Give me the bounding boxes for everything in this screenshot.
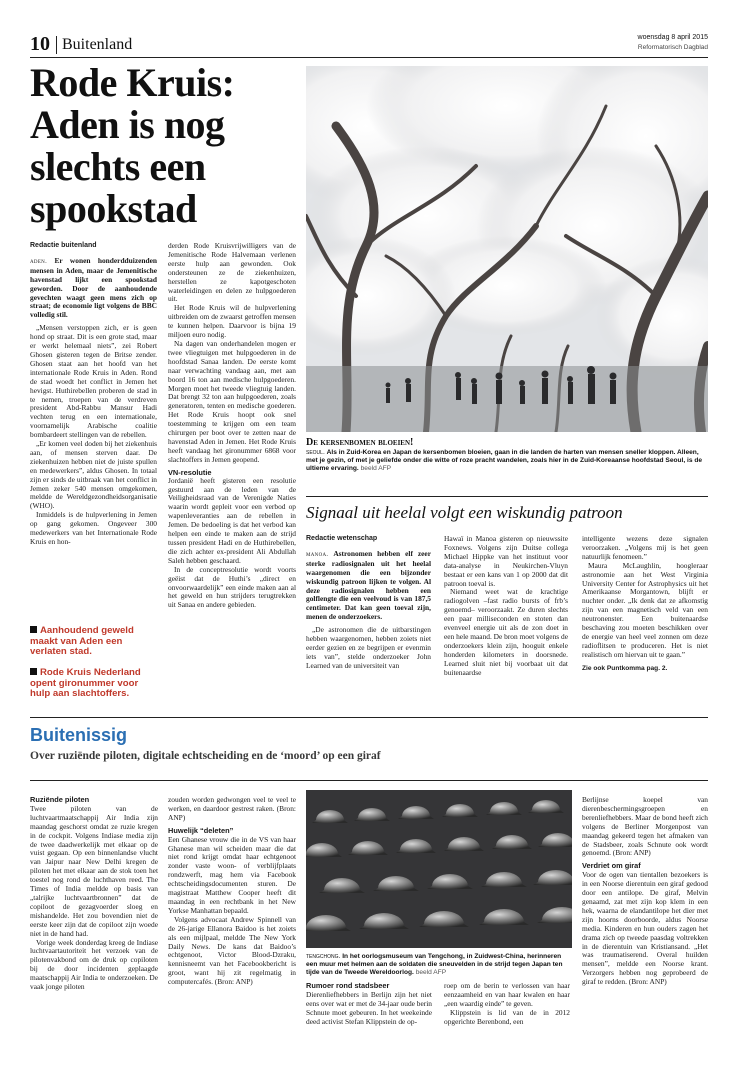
paragraph: Het Rode Kruis wil de hulpverlening uitbreiden om de zwaarst getroffen mensen te kunnen helpen. Daarvoor is bijna 19 miljoen euro nodig.	[168, 303, 296, 340]
photo-blossom-caption	[306, 437, 708, 474]
byline: Redactie buitenland	[30, 242, 97, 249]
main-headline: Rode Kruis: Aden is nog slechts een spookstad	[30, 60, 235, 231]
paragraph: Volgens advocaat Andrew Spinnell van de 26-jarige Ellanora Baidoo is het zoiets als een mijlpaal, meldde The New York Daily News. De kans dat Baidoo’s echtgenoot, Victor Blood-Dzraku, kennisneemt van het Facebookbericht is groot, want hij zit regelmatig in computercafés. (Bron: ANP)	[168, 914, 296, 987]
paragraph: „Er komen veel doden bij het ziekenhuis aan, of mensen sterven daar. De ziekenhuizen hebben niet de juiste spullen en medewerkers”, aldus Ghosen. In totaal zijn er sinds de uitbraak van het conflict in Jemen zeker 540 mensen omgekomen, meldde de Wereldgezondheidsorganisatie (WHO).	[30, 439, 157, 511]
paragraph: Hawaï in Manoa gisteren op nieuwssite Foxnews. Volgens zijn Duitse collega Michael Hippke van het instituut voor data-analyse in Neukirchen-Vluyn bestaat er een kans van 1 op 2000 dat dit patroon toeval is.	[444, 534, 568, 588]
buitenissig-rule-top	[30, 717, 708, 718]
paragraph: In de conceptresolutie wordt voorts geëist dat de Huthi’s „direct en onvoorwaardelijk” een einde maken aan al het geweld en hun strijders terugtrekken uit Sanaa en andere gebieden.	[168, 564, 296, 610]
subhead: VN-resolutie	[168, 467, 212, 477]
paragraph: „Mensen verstoppen zich, er is geen hond op straat. Dit is een grote stad, maar er werkt helemaal niets”, zei Robert Ghosen gisteren tegen de Britse zender. Ghosen staat aan het hoofd van het internationale Rode Kruis in Aden. Rond de stad woedt het conflict in Jemen het hevigst. Huthirebellen proberen de stad in te nemen, troepen van de verdreven president Abd-Rabbu Mansur Hadi vechten terug en een internationale, voornamelijk Arabische coalitie bombardeert stellingen van de rebellen.	[30, 323, 157, 440]
buitenissig-subtitle: Over ruziënde piloten, digitale echtscheiding en de ‘moord’ op een giraf	[30, 750, 381, 762]
story-heading: Rumoer rond stadsbeer	[306, 981, 390, 990]
pull-quote: Aanhoudend geweld maakt van Aden een verlaten stad.	[30, 625, 134, 657]
signal-rule-top	[306, 496, 708, 497]
see-also-note: Zie ook Puntkomma pag. 2.	[582, 664, 668, 672]
paragraph: Na dagen van onderhandelen mogen er twee vliegtuigen met hulpgoederen in de hoofdstad Sanaa landen. De eerste komt naar verwachting vandaag aan, met aan boord 16 ton aan medische hulpgoederen. Morgen moet het tweede vliegtuig landen. Dat brengt 32 ton aan hulpgoederen, zoals generatoren, tenten en medische goederen. Het Rode Kruis hoopt ook snel toestemming te krijgen om een team chirurgen per boot over te zetten naar de havenstad Aden in Jemen. Het Rode Kruis heeft vandaag het gironummer 6868 voor slachtoffers in Jemen geopend.	[168, 338, 296, 464]
paragraph: Twee piloten van de luchtvaartmaatschappij Air India zijn maandag geschorst omdat ze ruzie kregen in de cockpit. Volgens Indiase media zijn de twee daadwerkelijk met elkaar op de vuist gegaan. Op een binnenlandse vlucht van Jaipur naar New Delhi kregen de piloten het met elkaar aan de stok toen het toestel nog rond de luchthaven reed. The Times of India meldde op basis van „talrijke luchtvaartbronnen” dat de copiloot de gezagvoerder sloeg en mishandelde. Het zou bovendien niet de eerste keer zijn dat de copiloot zijn woede niet in de hand had.	[30, 803, 158, 938]
paragraph: Voor de ogen van tientallen bezoekers is in een Noorse dierentuin een giraf gedood door een antilope. De giraf, Melvin genaamd, zat met zijn kop klem in een hek, waarna de elandantilope het dier met zijn hoorns doorboorde, aldus Noorse media. Kinderen en hun ouders zagen het drama zich op tweede paasdag voltrekken in de dierentuin van Kristiansand. „Het was traumatiserend. Overal huilden mensen”, meldde een Noorse krant. Verzorgers hebben nog geprobeerd de giraf te redden. (Bron: ANP)	[582, 870, 708, 987]
buitenissig-col4	[444, 982, 570, 1027]
paragraph: Berlijnse koepel van dierenbeschermingsgroepen en berenliefhebbers. Maar de bond heeft zich volgens de Berliner Morgenpost van maandag gekeerd tegen het afmaken van de Stadsbeer, zoals Schnute ook wordt genoemd. (Bron: ANP)	[582, 795, 708, 858]
paragraph: Vorige week donderdag kreeg de Indiase luchtvaartautoriteit het verzoek van de pilotenvakbond om de druk op copiloten bij de door incidenten geplaagde maatschappij Air India te onderzoeken. De vaak jonge piloten	[30, 937, 158, 992]
paragraph: Maura McLaughlin, hoogleraar astronomie aan het West Virginia University Center for Astrophysics uit het Amerikaanse Morgantown, blijft er nuchter onder. „Ik denk dat ze afkomstig zijn van een magnetisch veld van een neutronenster. Een buitenaardse beschaving zou moeten beschikken over de energie van heel veel zonnen om deze radioflitsen te produceren. Het is niet realistisch om hiervan uit te gaan.”	[582, 560, 708, 659]
signal-headline: Signaal uit heelal volgt een wiskundig patroon	[306, 503, 623, 522]
photo-helmet-caption	[306, 953, 572, 978]
header-paper: Reformatorisch Dagblad	[637, 44, 708, 51]
square-bullet-icon	[30, 626, 37, 633]
lead: Astronomen hebben elf zeer sterke radiosignalen uit het heelal waargenomen die een bijzonder wiskundig patroon lijken te volgen. Al deze radiosignalen hebben een golflengte die een veelvoud is van 187,5 centimeter. Dat kan geen toeval zijn, menen de onderzoekers.	[306, 548, 431, 622]
helmets-illustration	[306, 790, 572, 948]
paragraph: Niemand weet wat de krachtige radiogolven –fast radio bursts of frb’s genoemd– veroorzaakt. Ze duren slechts een paar milliseconden en stoten dan evenveel energie uit als de zon doet in een hele maand. De bron moet volgens de onderzoekers klein zijn, hooguit enkele honderden kilometers in doorsnede. Learned sluit niet bij voorbaat uit dat buitenaardse	[444, 587, 568, 677]
buitenissig-col1	[30, 796, 158, 992]
paragraph: Een Ghanese vrouw die in de VS van haar Ghanese man wil scheiden maar die dat niet rond krijgt omdat haar echtgenoot zonder vaste woon- of verblijfplaats rondzwerft, mag hem via Facebook echtscheidingsdocumenten sturen. De magistraat Matthew Cooper heeft dit maandag in een rechtbank in het New Yorkse Manhattan bepaald.	[168, 834, 296, 915]
paragraph: zouden worden gedwongen veel te veel te werken, en daardoor gestrest raken. (Bron: ANP)	[168, 795, 296, 822]
photo-dateline: tengchong.	[306, 953, 341, 960]
section-title: Buitenland	[62, 36, 133, 53]
main-article-col2	[168, 242, 296, 610]
paragraph: derden Rode Kruisvrijwilligers van de Jemenitische Rode Halvemaan verlenen eerste hulp aan gewonden. Ook ondersteunen ze de ziekenhuizen, herstellen ze kapotgeschoten waterleidingen en delen ze hulpgoederen uit.	[168, 241, 296, 304]
dateline: manoa.	[306, 550, 329, 558]
photo-caption-text: Als in Zuid-Korea en Japan de kersenbomen bloeien, gaan in die landen de harten van mensen sneller kloppen. Alleen, met je gezin, of met je geliefde onder die witte of roze pracht wandelen, zoals hier in de Zuid-Koreaanse hoofdstad Seoul, is de ultieme ervaring.	[306, 449, 703, 473]
photo-credit: beeld AFP	[415, 969, 447, 977]
page-number: 10	[30, 33, 50, 55]
square-bullet-icon	[30, 668, 37, 675]
story-heading: Huwelijk “deleten”	[168, 825, 234, 835]
buitenissig-rule-sub	[30, 780, 708, 781]
blossom-illustration	[306, 66, 708, 432]
signal-col2	[444, 535, 568, 678]
paragraph: Inmiddels is de hulpverlening in Jemen op gang gekomen. Ongeveer 300 medewerkers van het Internationale Rode Kruis en hon-	[30, 510, 157, 546]
paragraph: Jordanië heeft gisteren een resolutie gestuurd aan de leden van de Veiligheidsraad van de Verenigde Naties waarin wordt gepleit voor een verbod op wapenleveranties aan de rebellen in Jemen. De bedoeling is dat het verbod kan helpen een einde te maken aan de strijd tussen president Hadi en de Huthirebellen, die zich achter ex-president Ali Abdullah Saleh hebben geschaard.	[168, 475, 296, 565]
main-article-col1	[30, 242, 157, 547]
header-rule	[30, 57, 708, 58]
photo-caption-text: In het oorlogsmuseum van Tengchong, in Zuidwest-China, herinneren een muur met helmen aan de soldaten die sneuvelden in de strijd tegen Japan ten tijde van de Tweede Wereldoorlog.	[306, 953, 563, 977]
photo-cherry-blossoms	[306, 66, 708, 432]
buitenissig-col2	[168, 796, 296, 987]
header-date: woensdag 8 april 2015	[637, 34, 708, 41]
photo-credit: beeld AFP	[360, 465, 392, 473]
buitenissig-title: Buitenissig	[30, 725, 128, 745]
photo-blossom-title: De kersenbomen bloeien!	[306, 437, 414, 448]
byline: Redactie wetenschap	[306, 535, 378, 542]
lead: Er wonen honderdduizenden mensen in Aden, maar de Jemenitische havenstad lijkt een spookstad geworden. Door de aanhoudende gevechten waagt geen mens zich op straat; de economie ligt volgens de BBC volledig stil.	[30, 255, 157, 320]
dateline: aden.	[30, 257, 48, 265]
signal-col1	[306, 535, 431, 671]
pull-quote: Rode Kruis Nederland opent gironummer voor hulp aan slachtoffers.	[30, 667, 141, 699]
buitenissig-col3	[306, 982, 432, 1027]
paragraph: intelligente wezens deze signalen veroorzaken. „Volgens mij is het geen natuurlijk fenomeen.”	[582, 534, 708, 561]
paragraph: „De astronomen die de uitbarstingen hebben waargenomen, hebben zoiets niet eerder gezien en ze begrijpen er evenmin iets van”, stelde onderzoeker John Learned van de universiteit van	[306, 625, 431, 670]
buitenissig-col5	[582, 796, 708, 987]
paragraph: roep om de berin te verlossen van haar eenzaamheid en van haar kwalen en haar „een waardig einde” te geven.	[444, 981, 570, 1008]
header-divider	[56, 36, 57, 54]
photo-dateline: seoul.	[306, 449, 325, 456]
story-heading: Verdriet om giraf	[582, 861, 641, 871]
paragraph: Dierenliefhebbers in Berlijn zijn het niet eens over wat er met de 34-jaar oude berin Schnute moet gebeuren. In het weekeinde deed activist Stefan Klippstein de op-	[306, 989, 432, 1026]
story-heading: Ruziënde piloten	[30, 795, 90, 804]
signal-col3	[582, 535, 708, 674]
photo-helmet-wall	[306, 790, 572, 948]
paragraph: Klippstein is lid van de in 2012 opgerichte Berenbond, een	[444, 1007, 570, 1026]
